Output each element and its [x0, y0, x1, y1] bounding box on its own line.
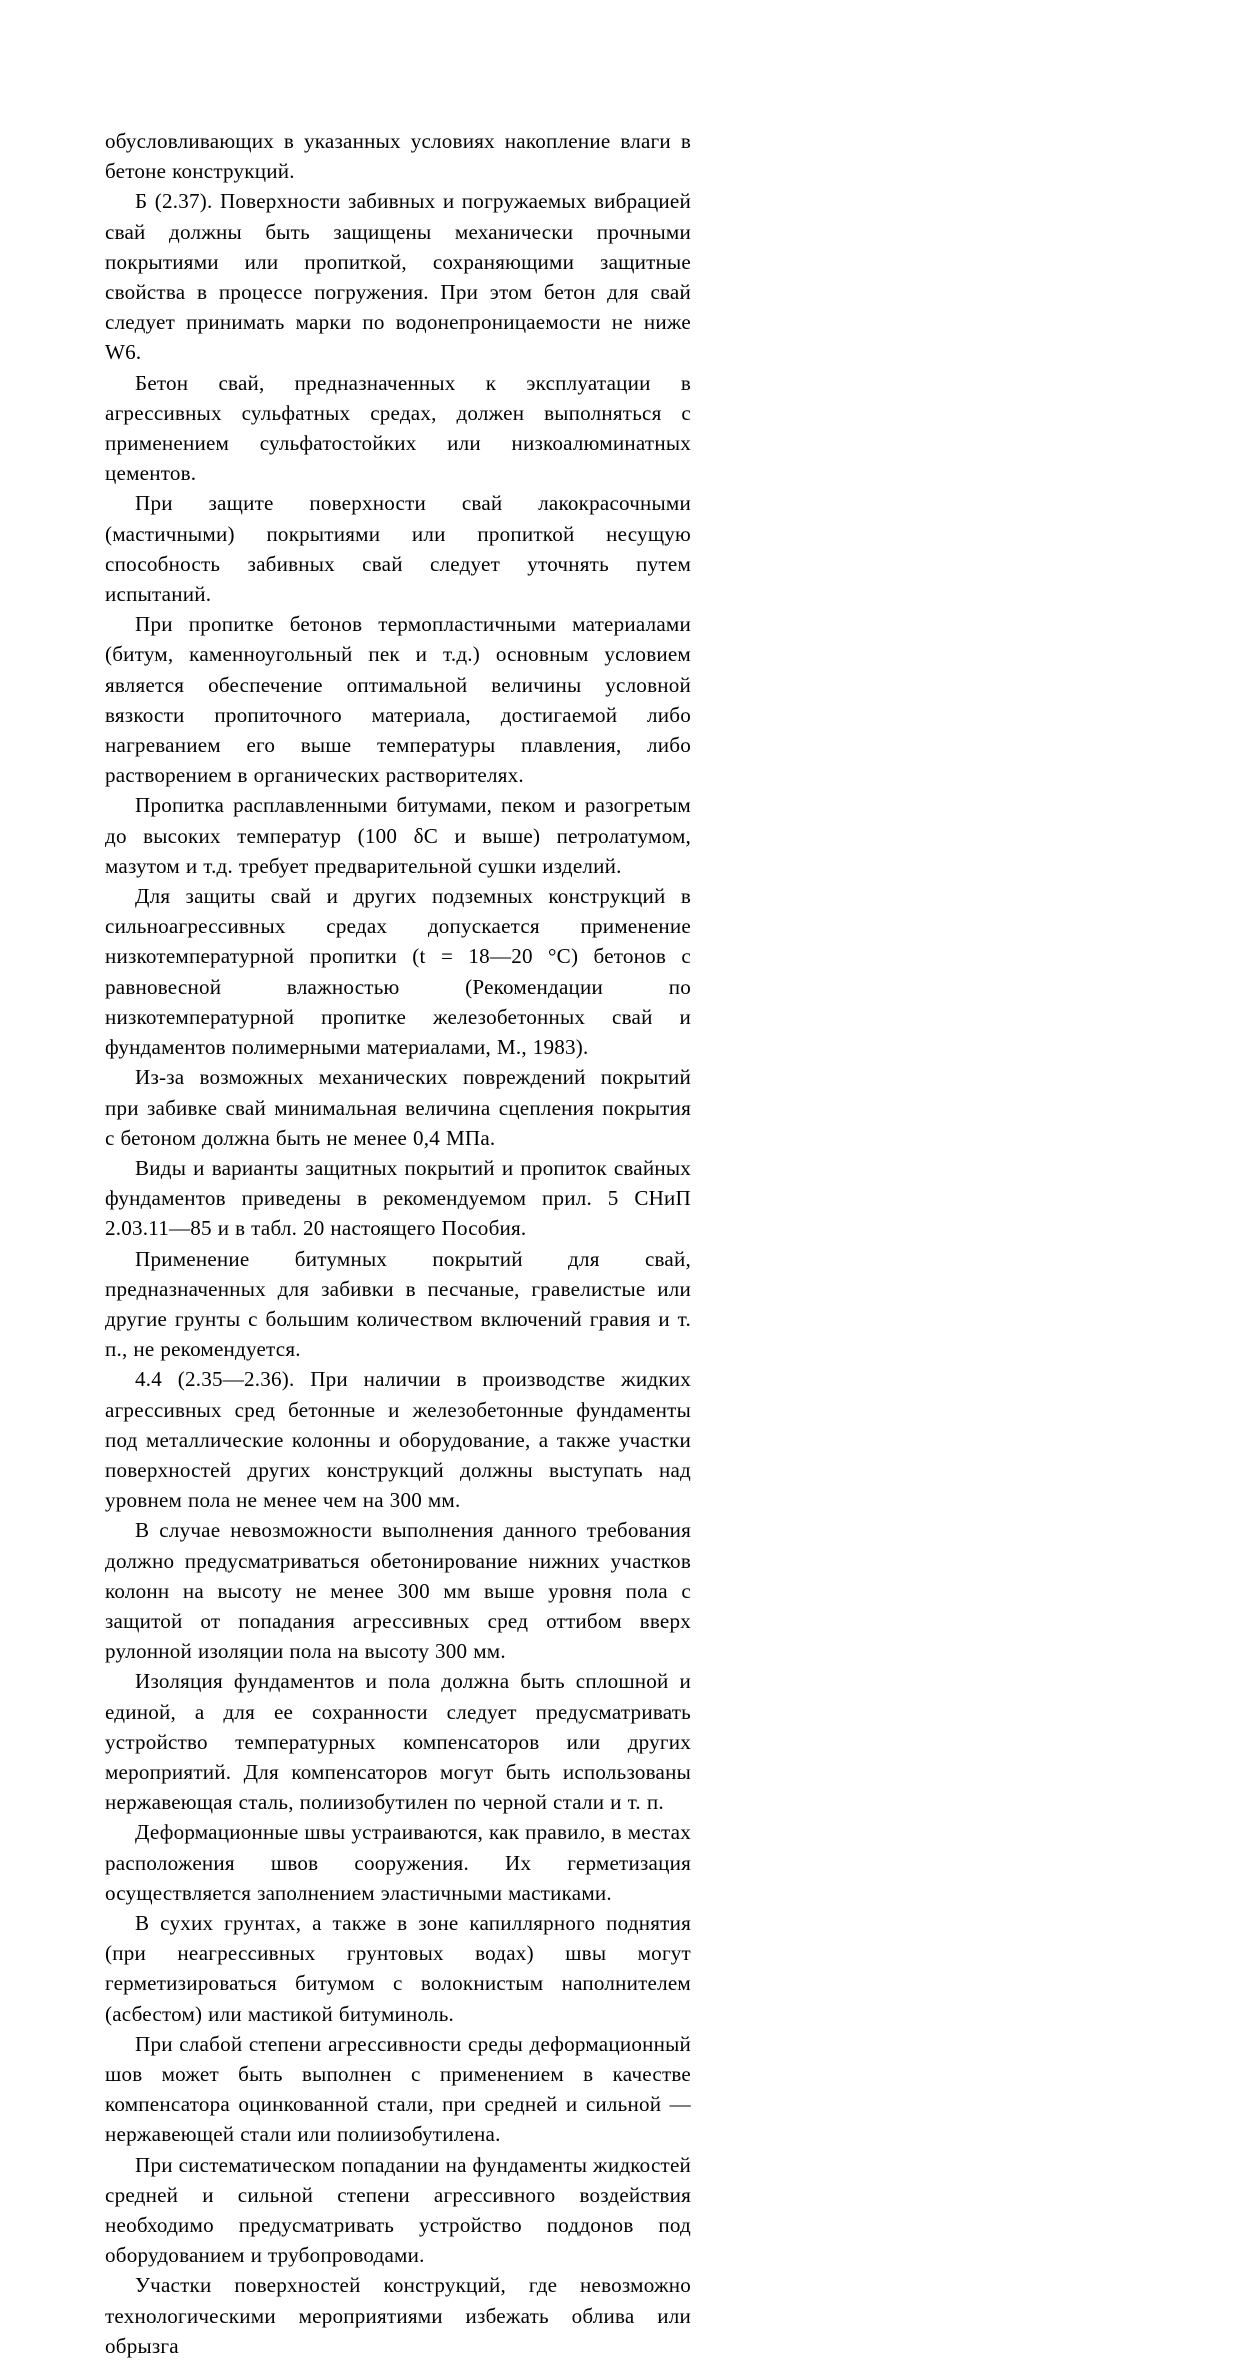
paragraph: При пропитке бетонов термопластичными материалами (битум, каменноугольный пек и т.д.) основным условием является обеспечение оптимальной величины условной вязкости пропиточного материала, достигаемой либо нагреванием его выше температуры плавления, либо растворением в органических растворителях. — [105, 612, 691, 788]
paragraph: обусловливающих в указанных условиях накопление влаги в бетоне конструкций. — [105, 129, 691, 184]
paragraph: Пропитка расплавленными битумами, пеком и разогретым до высоких температур (100 δC и выше) петролатумом, мазутом и т.д. требует предварительной сушки изделий. — [105, 793, 691, 878]
paragraph: В случае невозможности выполнения данного требования должно предусматриваться обетонирование нижних участков колонн на высоту не менее 300 мм выше уровня пола с защитой от попадания агрессивных сред оттибом вверх рулонной изоляции пола на высоту 300 мм. — [105, 1518, 691, 1664]
paragraph: При систематическом попадании на фундаменты жидкостей средней и сильной степени агрессивного воздействия необходимо предусматривать устройство поддонов под оборудованием и трубопроводами. — [105, 2152, 692, 2268]
paragraph: Бетон свай, предназначенных к эксплуатации в агрессивных сульфатных средах, должен выполняться с применением сульфатостойких или низкоалюминатных цементов. — [105, 370, 691, 486]
paragraph: 4.4 (2.35—2.36). При наличии в производстве жидких агрессивных сред бетонные и железобетонные фундаменты под металлические колонны и оборудование, а также участки поверхностей других конструкций должны выступать над уровнем пола не менее чем на 300 мм. — [105, 1367, 691, 1513]
paragraph: Виды и варианты защитных покрытий и пропиток свайных фундаментов приведены в рекомендуемом прил. 5 СНиП 2.03.11—85 и в табл. 20 настоящего Пособия. — [105, 1155, 691, 1241]
paragraph: Применение битумных покрытий для свай, предназначенных для забивки в песчаные, гравелистые или другие грунты с большим количеством включений гравия и т. п., не рекомендуется. — [105, 1246, 691, 1362]
paragraph: Для защиты свай и других подземных конструкций в сильноагрессивных средах допускается применение низкотемпературной пропитки (t = 18—20 °C) бетонов с равновесной влажностью (Рекомендации по низкотемпературной пропитке железобетонных свай и фундаментов полимерными материалами, М., 1983). — [105, 884, 691, 1060]
paragraph: Участки поверхностей конструкций, где невозможно технологическими мероприятиями избежать облива или обрызга — [105, 2273, 691, 2358]
paragraph: Из-за возможных механических повреждений покрытий при забивке свай минимальная величина сцепления покрытия с бетоном должна быть не менее 0,4 МПа. — [105, 1065, 691, 1150]
paragraph: При защите поверхности свай лакокрасочными (мастичными) покрытиями или пропиткой несущую способность забивных свай следует уточнять путем испытаний. — [105, 491, 691, 607]
paragraph: Б (2.37). Поверхности забивных и погружаемых вибрацией свай должны быть защищены механически прочными покрытиями или пропиткой, сохраняющими защитные свойства в процессе погружения. При этом бетон для свай следует принимать марки по водонепроницаемости не ниже W6. — [105, 189, 691, 365]
paragraph: При слабой степени агрессивности среды деформационный шов может быть выполнен с применением в качестве компенсатора оцинкованной стали, при средней и сильной — нержавеющей стали или полиизобутилена. — [105, 2031, 691, 2147]
paragraph: Деформационные швы устраиваются, как правило, в местах расположения швов сооружения. Их герметизация осуществляется заполнением эластичными мастиками. — [105, 1820, 691, 1905]
body-text-column — [105, 126, 691, 2361]
paragraph: В сухих грунтах, а также в зоне капиллярного поднятия (при неагрессивных грунтовых водах) швы могут герметизироваться битумом с волокнистым наполнителем (асбестом) или мастикой битуминоль. — [105, 1910, 691, 2026]
paragraph: Изоляция фундаментов и пола должна быть сплошной и единой, а для ее сохранности следует предусматривать устройство температурных компенсаторов или других мероприятий. Для компенсаторов могут быть использованы нержавеющая сталь, полиизобутилен по черной стали и т. п. — [105, 1669, 691, 1815]
